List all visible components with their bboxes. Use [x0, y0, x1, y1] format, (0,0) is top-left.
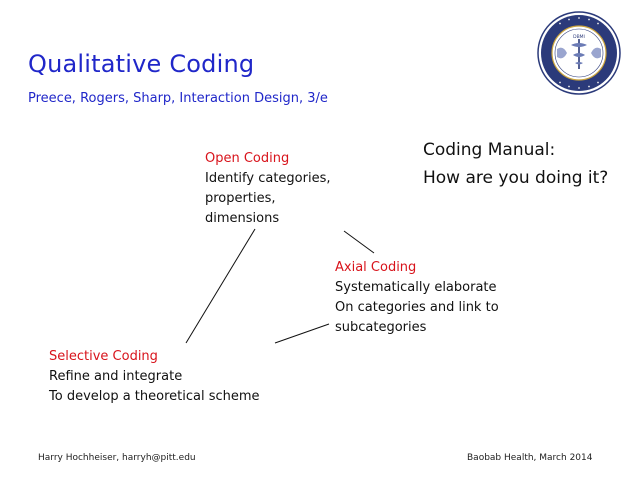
footer-event: Baobab Health, March 2014 [467, 453, 593, 463]
open-coding-line: dimensions [205, 211, 280, 226]
axial-coding-heading: Axial Coding [335, 260, 417, 275]
selective-coding-heading: Selective Coding [49, 349, 158, 364]
line-axial-to-selective [275, 324, 329, 343]
line-open-to-axial [344, 231, 374, 253]
axial-coding-line: On categories and link to [335, 300, 499, 315]
open-coding-heading: Open Coding [205, 151, 290, 166]
open-coding-line: Identify categories, [205, 171, 331, 186]
coding-manual-block [423, 136, 608, 192]
axial-coding-line: subcategories [335, 320, 427, 335]
footer-author: Harry Hochheiser, harryh@pitt.edu [38, 453, 196, 463]
selective-coding-line: Refine and integrate [49, 369, 183, 384]
open-coding-block [205, 149, 330, 229]
axial-coding-block [335, 258, 499, 338]
axial-coding-line: Systematically elaborate [335, 280, 497, 295]
selective-coding-line: To develop a theoretical scheme [49, 389, 260, 404]
coding-manual-line1: Coding Manual: [423, 140, 556, 160]
slide-title: Qualitative Coding [28, 50, 255, 78]
selective-coding-block [49, 347, 260, 407]
open-coding-line: properties, [205, 191, 276, 206]
slide-subtitle: Preece, Rogers, Sharp, Interaction Design, 3/e [28, 91, 328, 106]
coding-manual-line2: How are you doing it? [423, 168, 609, 188]
seal-center-text: DBMI [573, 35, 585, 40]
line-open-to-selective [186, 229, 255, 343]
